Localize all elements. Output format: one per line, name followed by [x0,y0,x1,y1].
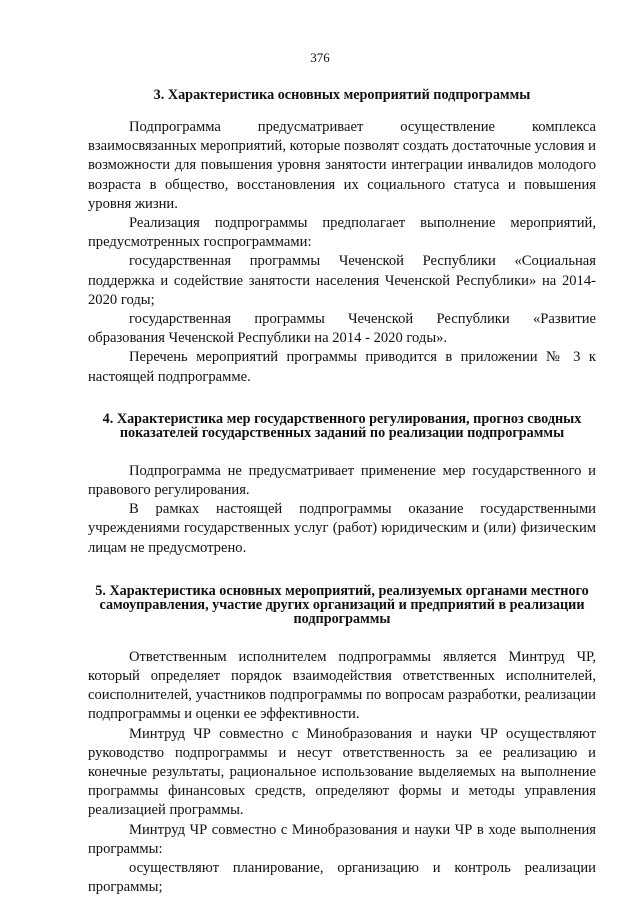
page-number: 376 [310,50,330,65]
section-3-paragraph: государственная программы Чеченской Республики «Социальная поддержка и содействие занятости населения Чеченской Республики» на 2014-2020 годы; [88,253,596,308]
section-4-paragraph: Подпрограмма не предусматривает применение мер государственного и правового регулирования. [88,462,596,499]
section-5-paragraph: Минтруд ЧР совместно с Минобразования и науки ЧР в ходе выполнения программы: [88,821,596,857]
section-4-heading: 4. Характеристика мер государственного регулирования, прогноз сводных показателей государственных заданий по реализации подпрограммы [102,410,582,441]
section-4-paragraph: В рамках настоящей подпрограммы оказание государственными учреждениями государственных услуг (работ) юридическим и (или) физическим лицам не предусмотрено. [88,501,596,556]
section-5-paragraph: Минтруд ЧР совместно с Минобразования и науки ЧР осуществляют руководство подпрограммы и несут ответственность за ее реализацию и конечные результаты, рациональное использование выделяемых на выполнение программы финансовых средств, определяют формы и методы управления реализацией программы. [88,725,596,819]
section-3-paragraph: Перечень мероприятий программы приводится в приложении № 3 к настоящей подпрограмме. [88,349,596,385]
section-5-heading: 5. Характеристика основных мероприятий, реализуемых органами местного самоуправления, участие других организаций и предприятий в реализации подпрограммы [95,582,589,627]
section-5-paragraph: Ответственным исполнителем подпрограммы является Минтруд ЧР, который определяет порядок взаимодействия ответственных исполнителей, соисполнителей, участников подпрограммы по вопросам разработки, реализации подпрограммы и оценки ее эффективности. [88,648,596,723]
section-3-paragraph: Реализация подпрограммы предполагает выполнение мероприятий, предусмотренных госпрограммами: [88,215,596,251]
page-content [88,88,596,898]
section-3-paragraph: государственная программы Чеченской Республики «Развитие образования Чеченской Республики на 2014 - 2020 годы». [88,311,596,347]
section-5-paragraph: осуществляют планирование, организацию и контроль реализации программы; [88,860,596,896]
section-3-heading: 3. Характеристика основных мероприятий подпрограммы [153,87,531,103]
section-3-paragraph: Подпрограмма предусматривает осуществление комплекса взаимосвязанных мероприятий, которые позволят создать достаточные условия и возможности для повышения уровня занятости интеграции инвалидов молодого возраста в общество, восстановления их социального статуса и повышения уровня жизни. [88,119,596,212]
